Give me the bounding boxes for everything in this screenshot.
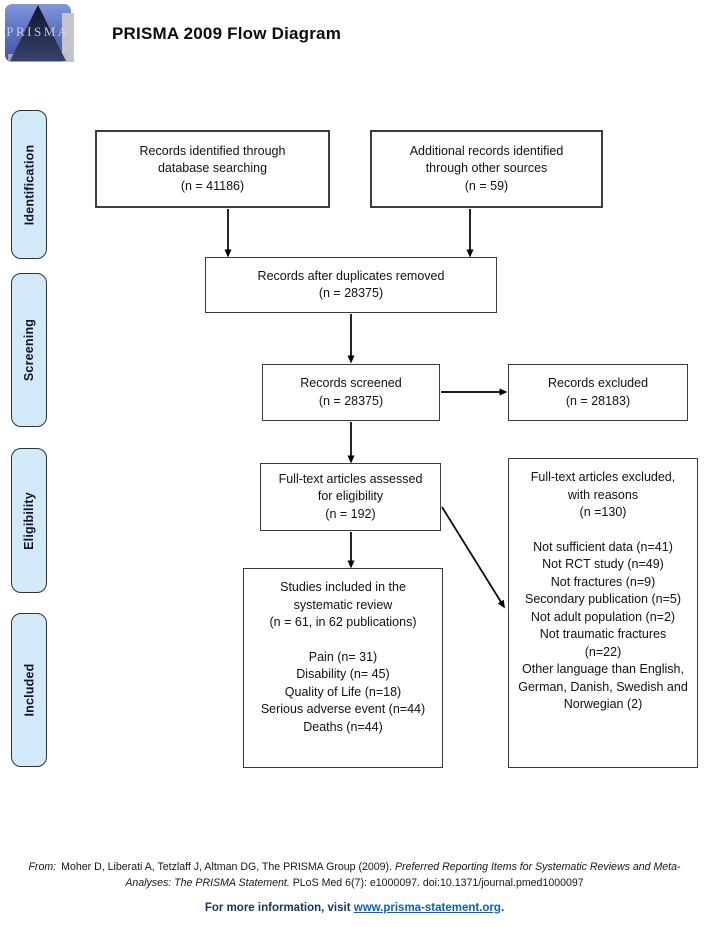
box-fulltext-excluded <box>508 458 698 768</box>
stage-screening-label: Screening <box>22 318 36 382</box>
arrow-fulltext-to-excluded <box>442 507 501 602</box>
box-records-excluded <box>508 364 688 421</box>
stage-eligibility-label: Eligibility <box>22 491 37 550</box>
box-fulltext-assessed <box>260 463 441 531</box>
citation-authors: Moher D, Liberati A, Tetzlaff J, Altman DG, The PRISMA Group (2009). <box>61 861 395 873</box>
box-additional-records <box>370 130 603 208</box>
box-duplicates-removed-text: Records after duplicates removed (n = 28375) <box>257 268 445 300</box>
logo-text: PRISMA <box>6 24 70 39</box>
citation-from-label: From: <box>28 861 57 873</box>
stage-identification-label: Identification <box>22 144 37 225</box>
box-studies-included-outcomes: Pain (n= 31) Disability (n= 45) Quality of Life (n=18) Serious adverse event (n=44) Deaths (n=44) <box>260 649 426 734</box>
citation-journal: PLoS Med 6(7): e1000097. doi:10.1371/journal.pmed1000097 <box>289 876 584 889</box>
box-fulltext-excluded-header: Full-text articles excluded, with reasons (n =130) <box>530 470 676 519</box>
info-prefix: For more information, visit <box>204 902 354 914</box>
box-records-identified-text: Records identified through database searching (n = 41186) <box>139 143 286 193</box>
info-suffix: . <box>500 902 505 914</box>
info-line <box>0 902 709 914</box>
stage-eligibility <box>11 448 47 593</box>
box-records-screened <box>262 364 440 421</box>
prisma-statement-link[interactable]: www.prisma-statement.org <box>353 902 501 914</box>
box-records-screened-text: Records screened (n = 28375) <box>300 376 402 408</box>
stage-screening <box>11 273 47 427</box>
box-records-excluded-text: Records excluded (n = 28183) <box>547 376 649 408</box>
box-additional-records-text: Additional records identified through other sources (n = 59) <box>409 143 564 193</box>
stage-identification <box>11 110 47 259</box>
box-duplicates-removed <box>205 257 497 313</box>
citation-article-title: Preferred Reporting Items for Systematic Reviews and Meta-Analyses: The PRISMA Statement. <box>125 861 681 889</box>
citation <box>6 860 703 892</box>
stage-included-label: Included <box>22 663 36 717</box>
box-studies-included-header: Studies included in the systematic review (n = 61, in 62 publications) <box>269 580 417 629</box>
box-records-identified <box>95 130 330 208</box>
stage-included <box>11 613 47 767</box>
box-fulltext-assessed-text: Full-text articles assessed for eligibility (n = 192) <box>278 471 423 521</box>
box-fulltext-excluded-reasons: Not sufficient data (n=41) Not RCT study (n=49) Not fractures (n=9) Secondary publication (n=5) Not adult population (n=2) Not traumatic fractures (n=22) Other language than English, German, Danish, Swedish and Norwegian (2) <box>518 539 688 711</box>
prisma-logo-icon <box>4 3 78 67</box>
page-title: PRISMA 2009 Flow Diagram <box>112 24 342 43</box>
box-studies-included <box>243 568 443 768</box>
